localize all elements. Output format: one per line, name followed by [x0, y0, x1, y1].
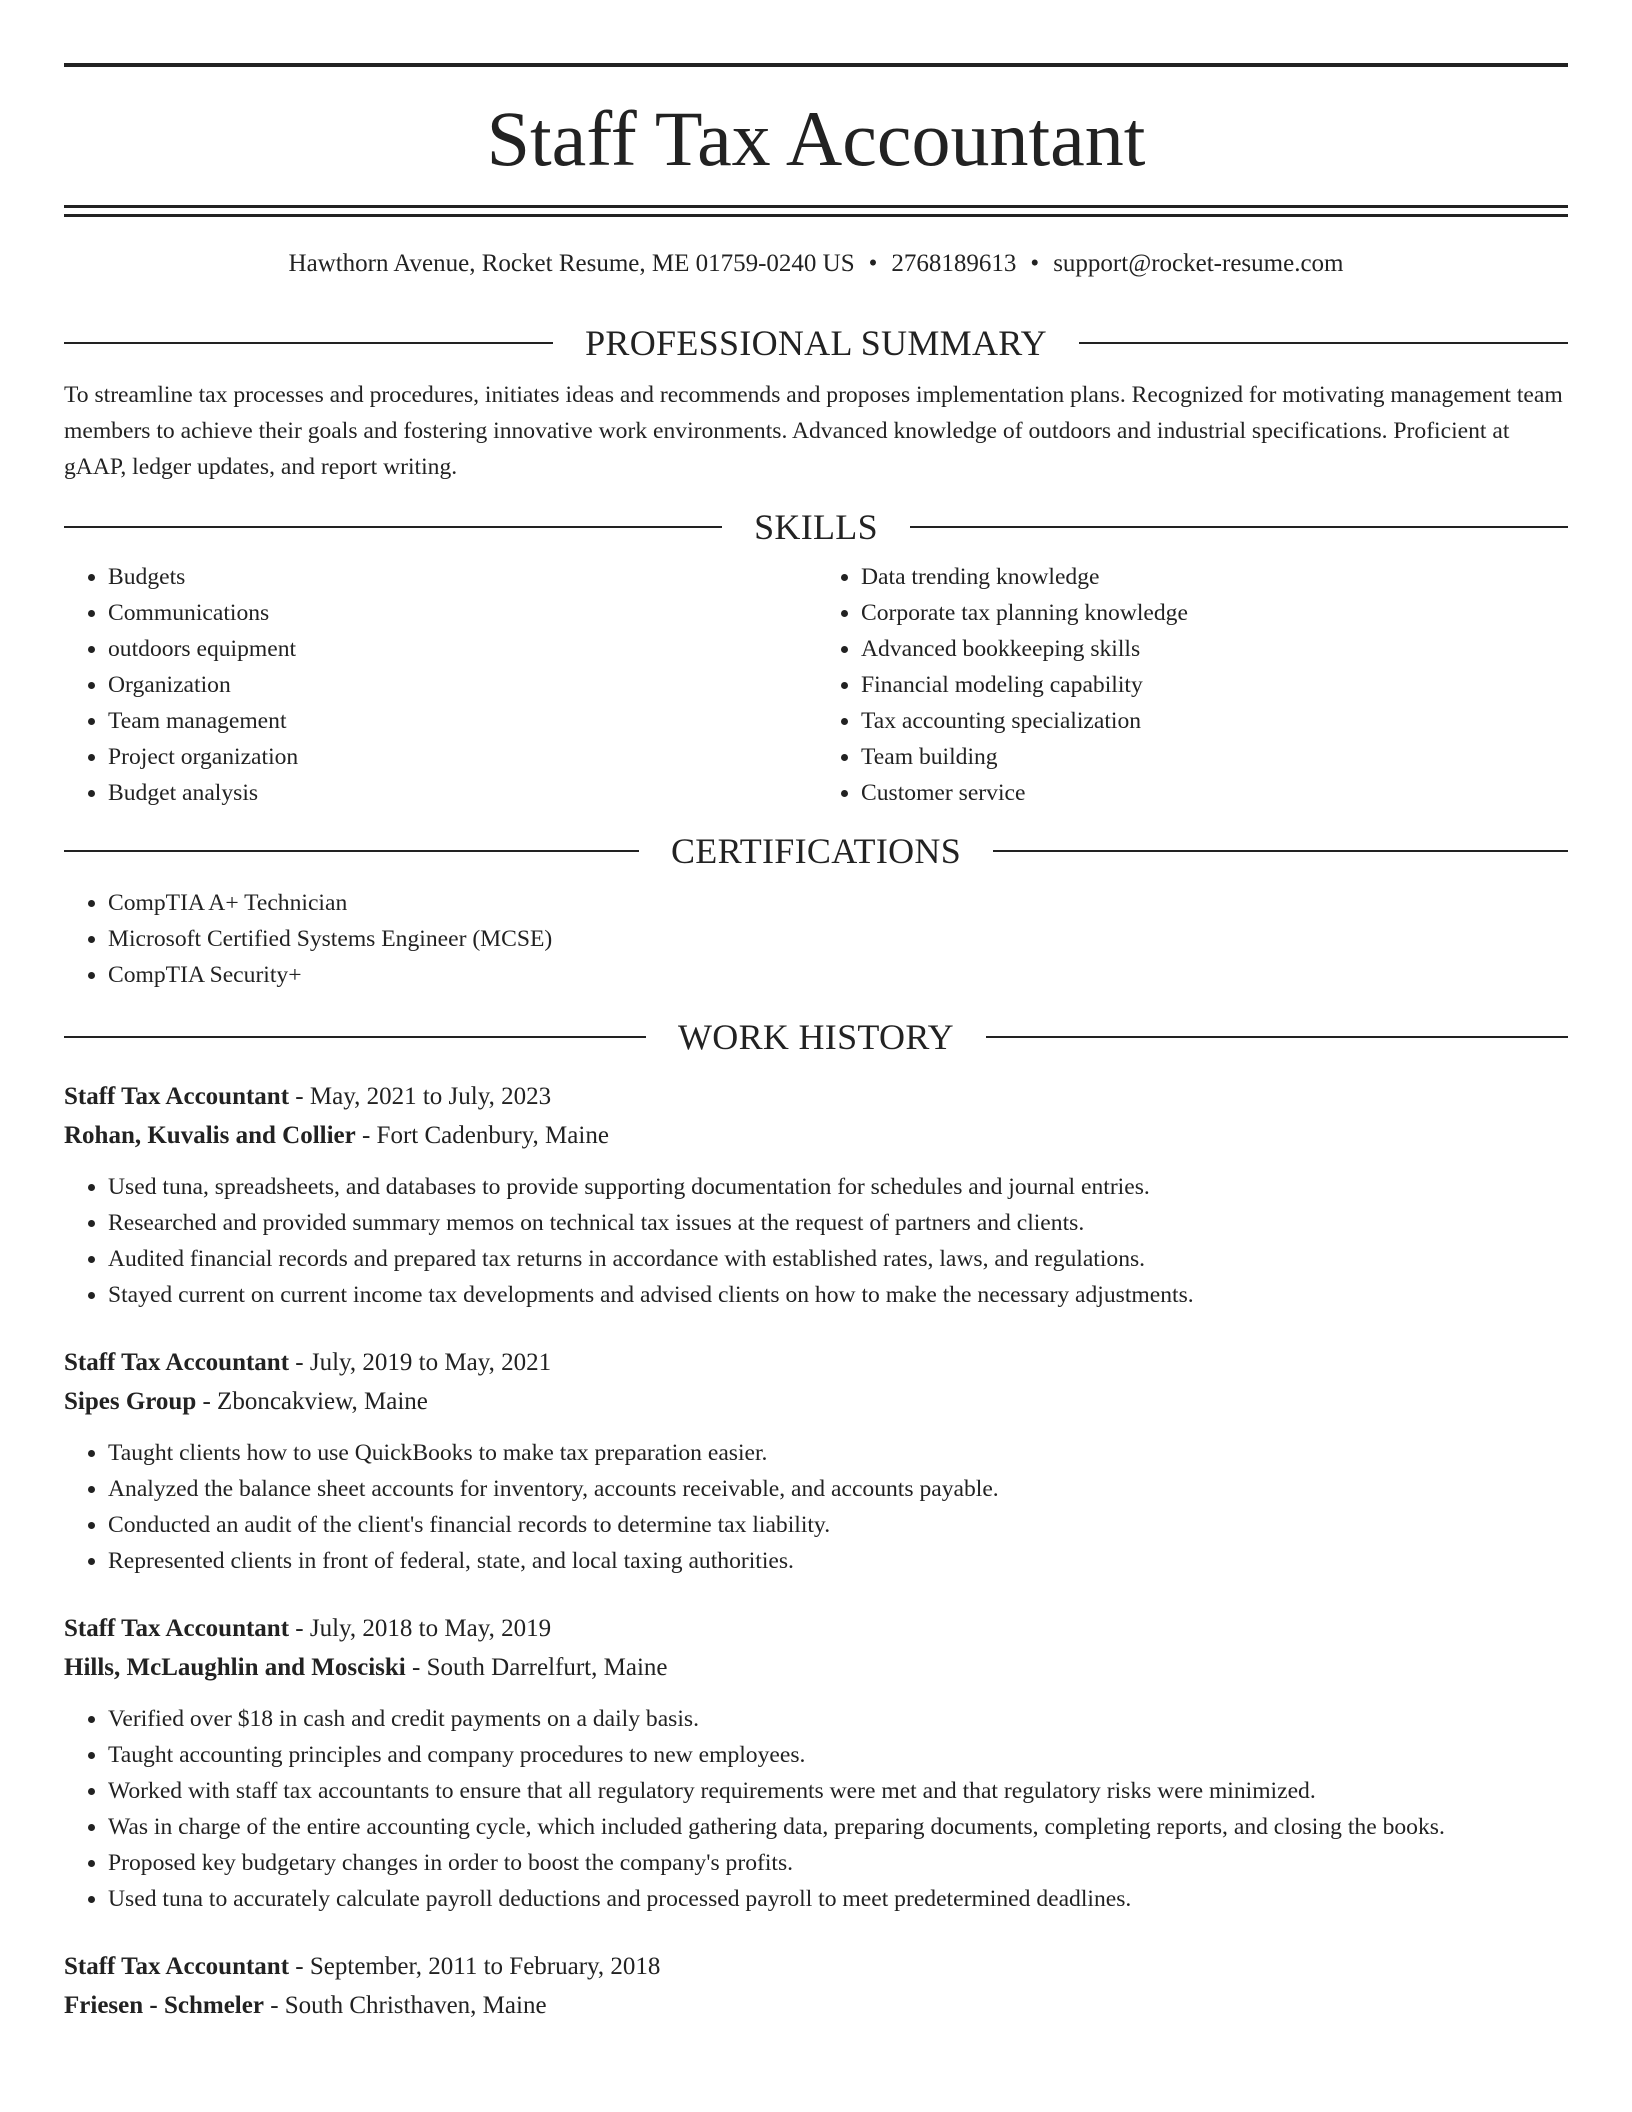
job-title: Staff Tax Accountant [64, 1615, 290, 1642]
contact-phone: 2768189613 [891, 250, 1017, 277]
certifications-items [64, 885, 1568, 993]
job-company: Hills, McLaughlin and Mosciski [64, 1654, 406, 1681]
section-heading-summary [64, 321, 1568, 365]
skill-item: • Tax accounting specialization [861, 703, 1568, 739]
job-entry [64, 1077, 1568, 1313]
section-heading-work-history [64, 1015, 1568, 1059]
job-bullet: • Used tuna, spreadsheets, and databases to provide supporting documentation for schedules and journal entries. [108, 1169, 1568, 1205]
job-bullet: • Researched and provided summary memos on technical tax issues at the request of partners and clients. [108, 1205, 1568, 1241]
resume-content [64, 0, 1568, 2025]
job-entry [64, 1947, 1568, 2025]
page-title: Staff Tax Accountant [486, 95, 1146, 182]
job-bullet: • Taught accounting principles and company procedures to new employees. [108, 1737, 1568, 1773]
header-top-rule [64, 63, 1568, 67]
skill-item: • Budgets [108, 559, 816, 595]
contact-separator: • [1030, 250, 1040, 277]
heading-rule [64, 342, 553, 344]
job-entry [64, 1609, 1568, 1917]
skill-item: • Budget analysis [108, 775, 816, 811]
job-title-line [64, 1343, 1568, 1382]
job-dates: - July, 2018 to May, 2019 [289, 1615, 552, 1642]
section-heading-certifications [64, 829, 1568, 873]
skill-item: • outdoors equipment [108, 631, 816, 667]
heading-rule [64, 526, 722, 528]
job-bullet: • Proposed key budgetary changes in order to boost the company's profits. [108, 1845, 1568, 1881]
skill-item: • Project organization [108, 739, 816, 775]
job-company: Rohan, Kuvalis and Collier [64, 1122, 356, 1149]
heading-rule [910, 526, 1568, 528]
job-bullet: • Audited financial records and prepared tax returns in accordance with established rates, laws, and regulations. [108, 1241, 1568, 1277]
contact-email: support@rocket-resume.com [1053, 250, 1344, 277]
skills-right-list [816, 559, 1568, 811]
job-bullet: • Taught clients how to use QuickBooks to make tax preparation easier. [108, 1435, 1568, 1471]
job-bullet: • Used tuna to accurately calculate payroll deductions and processed payroll to meet predetermined deadlines. [108, 1881, 1568, 1917]
job-bullet: • Was in charge of the entire accounting cycle, which included gathering data, preparing documents, completing reports, and closing the books. [108, 1809, 1568, 1845]
section-title: SKILLS [754, 507, 878, 547]
header-double-rule [64, 205, 1568, 217]
section-title: PROFESSIONAL SUMMARY [585, 323, 1047, 363]
job-title-line [64, 1077, 1568, 1116]
job-company: Friesen - Schmeler [64, 1992, 264, 2019]
skills-list [64, 559, 1568, 811]
certification-item: • CompTIA Security+ [108, 957, 1568, 993]
job-dates: - May, 2021 to July, 2023 [289, 1083, 552, 1110]
certification-item: • CompTIA A+ Technician [108, 885, 1568, 921]
section-title: CERTIFICATIONS [670, 831, 962, 871]
skill-item: • Financial modeling capability [861, 667, 1568, 703]
job-dates: - September, 2011 to February, 2018 [289, 1953, 661, 1980]
job-company-line [64, 1382, 1568, 1421]
skill-item: • Team building [861, 739, 1568, 775]
job-bullet: • Conducted an audit of the client's financial records to determine tax liability. [108, 1507, 1568, 1543]
heading-rule [993, 850, 1568, 852]
work-history-list [64, 1077, 1568, 2025]
contact-line [64, 247, 1568, 281]
job-location: - Zboncakview, Maine [196, 1388, 428, 1415]
certifications-list [64, 885, 1568, 993]
job-location: - Fort Cadenbury, Maine [355, 1122, 609, 1149]
job-location: - South Darrelfurt, Maine [405, 1654, 668, 1681]
certification-item: • Microsoft Certified Systems Engineer (MCSE) [108, 921, 1568, 957]
job-dates: - July, 2019 to May, 2021 [289, 1349, 552, 1376]
job-title-line [64, 1609, 1568, 1648]
heading-rule [64, 1036, 646, 1038]
skills-column-left [64, 559, 816, 811]
heading-rule [1079, 342, 1568, 344]
skill-item: • Organization [108, 667, 816, 703]
job-entry [64, 1343, 1568, 1579]
skills-left-list [64, 559, 816, 811]
section-heading-skills [64, 505, 1568, 549]
job-bullet: • Stayed current on current income tax developments and advised clients on how to make the necessary adjustments. [108, 1277, 1568, 1313]
skill-item: • Advanced bookkeeping skills [861, 631, 1568, 667]
job-title: Staff Tax Accountant [64, 1349, 290, 1376]
job-bullets [64, 1435, 1568, 1579]
contact-address: Hawthorn Avenue, Rocket Resume, ME 01759-0240 US [288, 250, 855, 277]
job-company-line [64, 1986, 1568, 2025]
job-bullets [64, 1701, 1568, 1917]
skill-item: • Data trending knowledge [861, 559, 1568, 595]
job-location: - South Christhaven, Maine [263, 1992, 547, 2019]
heading-rule [64, 850, 639, 852]
job-bullets [64, 1169, 1568, 1313]
skill-item: • Corporate tax planning knowledge [861, 595, 1568, 631]
skill-item: • Communications [108, 595, 816, 631]
job-company-line [64, 1648, 1568, 1687]
job-bullet: • Analyzed the balance sheet accounts for inventory, accounts receivable, and accounts payable. [108, 1471, 1568, 1507]
job-bullet: • Verified over $18 in cash and credit payments on a daily basis. [108, 1701, 1568, 1737]
skill-item: • Team management [108, 703, 816, 739]
skill-item: • Customer service [861, 775, 1568, 811]
job-company-line [64, 1116, 1568, 1155]
contact-separator: • [868, 250, 878, 277]
job-bullet: • Represented clients in front of federal, state, and local taxing authorities. [108, 1543, 1568, 1579]
skills-column-right [816, 559, 1568, 811]
job-title: Staff Tax Accountant [64, 1083, 290, 1110]
job-title: Staff Tax Accountant [64, 1953, 290, 1980]
section-title: WORK HISTORY [678, 1017, 954, 1057]
job-company: Sipes Group [64, 1388, 197, 1415]
heading-rule [986, 1036, 1568, 1038]
job-title-line [64, 1947, 1568, 1986]
summary-text: To streamline tax processes and procedures, initiates ideas and recommends and proposes implementation plans. Recognized for motivating management team members to achieve their goals and fostering innovative work environments. Advanced knowledge of outdoors and industrial specifications. Proficient at gAAP, ledger updates, and report writing. [64, 382, 1563, 480]
job-bullet: • Worked with staff tax accountants to ensure that all regulatory requirements were met and that regulatory risks were minimized. [108, 1773, 1568, 1809]
